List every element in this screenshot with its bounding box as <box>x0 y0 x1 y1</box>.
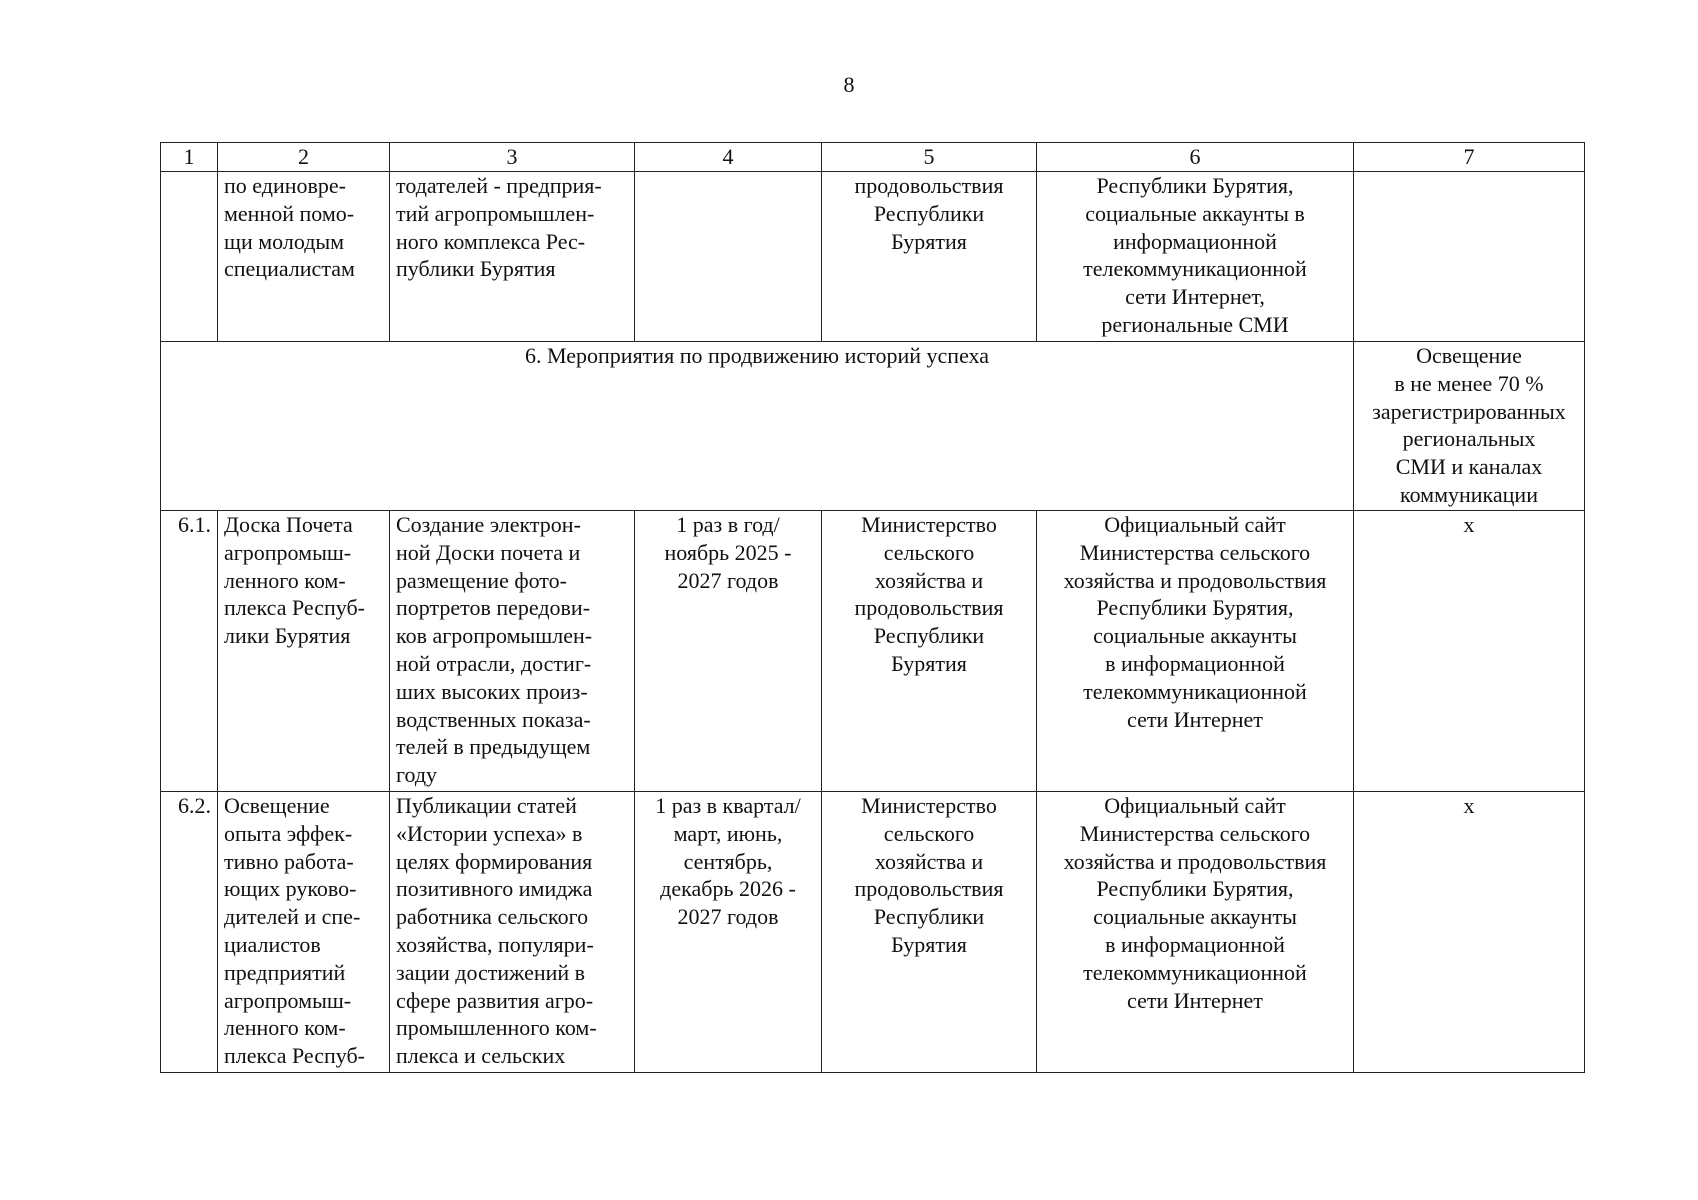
cell-text: х <box>1463 512 1475 537</box>
column-header-7: 7 <box>1354 143 1585 172</box>
table-cell <box>1354 511 1585 792</box>
table-cell <box>635 511 822 792</box>
table-cell <box>822 172 1037 342</box>
table-row-section-heading <box>161 342 1585 511</box>
table-row <box>161 511 1585 792</box>
table-row-continuation <box>161 172 1585 342</box>
table-cell <box>1037 511 1354 792</box>
cell-text: Доска Почета агропромыш- ленного ком- плекса Респуб- лики Бурятия <box>224 512 365 649</box>
column-header-4: 4 <box>635 143 822 172</box>
section-title: 6. Мероприятия по продвижению историй успеха <box>524 343 990 368</box>
section-indicator: Освещение в не менее 70 % зарегистрированных региональных СМИ и каналах коммуникации <box>1372 343 1566 507</box>
cell-text: 1 раз в квартал/ март, июнь, сентябрь, декабрь 2026 - 2027 годов <box>655 793 801 930</box>
cell-text: 1 раз в год/ ноябрь 2025 - 2027 годов <box>664 512 792 593</box>
table-cell <box>1354 172 1585 342</box>
cell-text: Республики Бурятия, социальные аккаунты в информационной телекоммуникационной сети Интернет, региональные СМИ <box>1083 173 1307 337</box>
table-cell <box>822 792 1037 1073</box>
column-header-1: 1 <box>161 143 218 172</box>
events-table <box>160 142 1585 1073</box>
table-row <box>161 792 1585 1073</box>
table-cell <box>635 172 822 342</box>
table-cell <box>161 172 218 342</box>
table-cell <box>1354 342 1585 511</box>
cell-text: Освещение опыта эффек- тивно работа- ющих руково- дителей и спе- циалистов предприятий агропромыш- ленного ком- плекса Респуб- <box>224 793 365 1069</box>
row-number: 6.2. <box>178 793 211 818</box>
cell-text <box>167 172 211 341</box>
cell-text <box>1360 172 1578 341</box>
cell-text: по единовре- менной помо- щи молодым специалистам <box>224 173 355 282</box>
cell-text: Министерство сельского хозяйства и продовольствия Республики Бурятия <box>854 512 1004 676</box>
table-cell <box>1037 172 1354 342</box>
cell-text: х <box>1463 793 1475 818</box>
section-title-cell <box>161 342 1354 511</box>
row-number: 6.1. <box>178 512 211 537</box>
cell-text: продовольствия Республики Бурятия <box>854 173 1004 254</box>
row-number-cell <box>161 792 218 1073</box>
page-number: 8 <box>843 72 855 97</box>
cell-text: Официальный сайт Министерства сельского хозяйства и продовольствия Республики Бурятия, социальные аккаунты в информационной телекоммуникационной сети Интернет <box>1063 793 1327 1013</box>
cell-text: тодателей - предприя- тий агропромышлен- ного комплекса Рес- публики Бурятия <box>396 173 602 282</box>
column-header-6: 6 <box>1037 143 1354 172</box>
table-cell <box>635 792 822 1073</box>
cell-text: Публикации статей «Истории успеха» в целях формирования позитивного имиджа работника сельского хозяйства, популяри- зации достижений в сфере развития агро- промышленного ком- плекса и сельских <box>396 793 597 1069</box>
row-number-cell <box>161 511 218 792</box>
cell-text: Министерство сельского хозяйства и продовольствия Республики Бурятия <box>854 793 1004 957</box>
column-header-5: 5 <box>822 143 1037 172</box>
cell-text <box>641 172 815 341</box>
table-cell <box>390 172 635 342</box>
cell-text: Создание электрон- ной Доски почета и размещение фото- портретов передови- ков агропромышлен- ной отрасли, достиг- ших высоких произ- водственных показа- телей в предыдущем году <box>396 512 593 788</box>
table-cell <box>390 511 635 792</box>
cell-text: Официальный сайт Министерства сельского хозяйства и продовольствия Республики Бурятия, социальные аккаунты в информационной телекоммуникационной сети Интернет <box>1063 512 1327 732</box>
table-cell <box>218 172 390 342</box>
table-cell <box>218 792 390 1073</box>
table-cell <box>1037 792 1354 1073</box>
table-cell <box>390 792 635 1073</box>
column-header-3: 3 <box>390 143 635 172</box>
table-cell <box>1354 792 1585 1073</box>
column-header-2: 2 <box>218 143 390 172</box>
table-cell <box>218 511 390 792</box>
table-cell <box>822 511 1037 792</box>
column-number-row <box>161 143 1585 172</box>
